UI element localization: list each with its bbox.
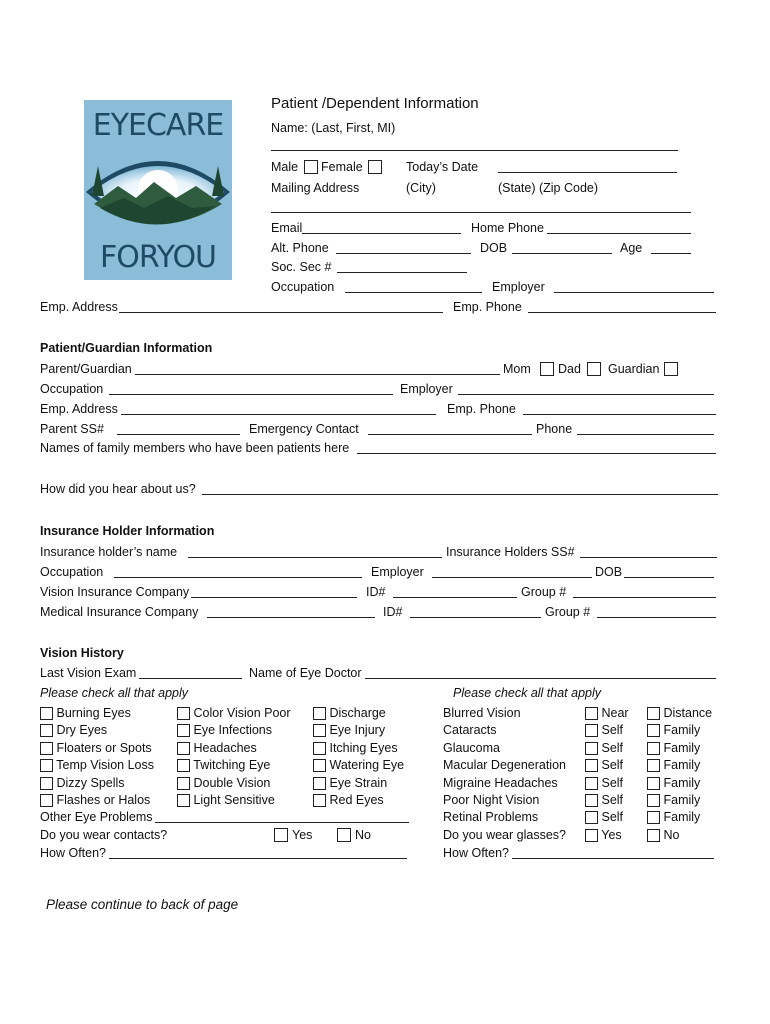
city-label: (City) xyxy=(406,181,436,195)
vision-section-title: Vision History xyxy=(40,646,124,660)
vision-group-field[interactable] xyxy=(573,597,716,598)
condition-self: Self xyxy=(585,792,623,808)
parent-guardian-field[interactable] xyxy=(135,374,500,375)
holder-name-label: Insurance holder’s name xyxy=(40,545,178,559)
email-label: Email xyxy=(271,221,303,235)
condition-self-checkbox[interactable] xyxy=(585,724,598,737)
insurance-occupation-field[interactable] xyxy=(114,577,362,578)
symptom-checkbox[interactable] xyxy=(313,707,326,720)
emergency-contact-label: Emergency Contact xyxy=(249,422,359,436)
dad-checkbox[interactable] xyxy=(587,362,601,376)
other-problems-field[interactable] xyxy=(155,822,409,823)
symptom-checkbox[interactable] xyxy=(177,794,190,807)
dob-label: DOB xyxy=(480,241,508,255)
symptom-item: Burning Eyes xyxy=(40,705,131,721)
email-field[interactable] xyxy=(302,233,461,234)
condition-family-checkbox[interactable] xyxy=(647,724,660,737)
glasses-no-checkbox[interactable] xyxy=(647,829,660,842)
symptom-checkbox[interactable] xyxy=(40,759,53,772)
eye-care-logo xyxy=(84,100,232,280)
condition-self: Near xyxy=(585,705,629,721)
how-often-glasses-label: How Often? xyxy=(443,846,510,860)
name-field[interactable] xyxy=(271,150,678,151)
condition-label: Retinal Problems xyxy=(443,810,539,824)
contacts-yes-label: Yes xyxy=(292,828,313,842)
how-hear-label: How did you hear about us? xyxy=(40,482,196,496)
condition-label: Blurred Vision xyxy=(443,706,521,720)
condition-family: Distance xyxy=(647,705,712,721)
guardian-label: Guardian xyxy=(608,362,660,376)
emp-phone-label: Emp. Phone xyxy=(453,300,522,314)
vision-group-label: Group # xyxy=(521,585,567,599)
logo-bottom-text: FORYOU xyxy=(99,240,217,275)
check-all-right: Please check all that apply xyxy=(453,686,602,700)
symptom-item: Double Vision xyxy=(177,775,270,791)
age-label: Age xyxy=(620,241,643,255)
symptom-item: Temp Vision Loss xyxy=(40,757,154,773)
emergency-contact-field[interactable] xyxy=(368,434,532,435)
male-label: Male xyxy=(271,160,299,174)
contacts-yes-checkbox[interactable] xyxy=(274,828,288,842)
guardian-occupation-label: Occupation xyxy=(40,382,104,396)
condition-family-checkbox[interactable] xyxy=(647,777,660,790)
male-checkbox[interactable] xyxy=(304,160,318,174)
vision-company-field[interactable] xyxy=(191,597,357,598)
mom-checkbox[interactable] xyxy=(540,362,554,376)
todays-date-label: Today’s Date xyxy=(406,160,479,174)
condition-family: Family xyxy=(647,775,700,791)
medical-id-field[interactable] xyxy=(410,617,541,618)
condition-self-checkbox[interactable] xyxy=(585,759,598,772)
soc-sec-field[interactable] xyxy=(337,272,467,273)
symptom-checkbox[interactable] xyxy=(313,724,326,737)
age-field[interactable] xyxy=(651,253,691,254)
condition-label: Poor Night Vision xyxy=(443,793,540,807)
insurance-employer-field[interactable] xyxy=(432,577,592,578)
condition-label: Migraine Headaches xyxy=(443,776,558,790)
eye-landscape-icon xyxy=(84,146,232,238)
condition-self: Self xyxy=(585,740,623,756)
guardian-employer-field[interactable] xyxy=(458,394,714,395)
medical-id-label: ID# xyxy=(383,605,403,619)
symptom-item: Red Eyes xyxy=(313,792,384,808)
last-exam-label: Last Vision Exam xyxy=(40,666,137,680)
mailing-address-label: Mailing Address xyxy=(271,181,360,195)
family-members-field[interactable] xyxy=(357,453,716,454)
guardian-emp-address-field[interactable] xyxy=(121,414,436,415)
medical-group-label: Group # xyxy=(545,605,591,619)
symptom-item: Itching Eyes xyxy=(313,740,398,756)
alt-phone-field[interactable] xyxy=(336,253,471,254)
symptom-checkbox[interactable] xyxy=(40,707,53,720)
home-phone-label: Home Phone xyxy=(471,221,544,235)
guardian-emp-phone-field[interactable] xyxy=(523,414,716,415)
symptom-checkbox[interactable] xyxy=(40,777,53,790)
condition-family-checkbox[interactable] xyxy=(647,794,660,807)
insurance-dob-label: DOB xyxy=(595,565,623,579)
symptom-checkbox[interactable] xyxy=(40,742,53,755)
home-phone-field[interactable] xyxy=(547,233,691,234)
patient-section-title: Patient /Dependent Information xyxy=(271,95,479,112)
symptom-item: Eye Strain xyxy=(313,775,387,791)
symptom-checkbox[interactable] xyxy=(313,742,326,755)
vision-id-field[interactable] xyxy=(393,597,517,598)
condition-label: Macular Degeneration xyxy=(443,758,566,772)
symptom-checkbox[interactable] xyxy=(177,759,190,772)
symptom-checkbox[interactable] xyxy=(313,759,326,772)
holder-name-field[interactable] xyxy=(188,557,442,558)
insurance-employer-label: Employer xyxy=(371,565,424,579)
condition-family-checkbox[interactable] xyxy=(647,742,660,755)
how-hear-field[interactable] xyxy=(202,494,718,495)
parent-guardian-label: Parent/Guardian xyxy=(40,362,132,376)
guardian-phone-field[interactable] xyxy=(577,434,714,435)
medical-group-field[interactable] xyxy=(597,617,716,618)
symptom-item: Headaches xyxy=(177,740,257,756)
condition-family-checkbox[interactable] xyxy=(647,811,660,824)
condition-self: Self xyxy=(585,809,623,825)
symptom-checkbox[interactable] xyxy=(40,724,53,737)
how-often-contacts-label: How Often? xyxy=(40,846,107,860)
eye-doctor-label: Name of Eye Doctor xyxy=(249,666,362,680)
condition-family: Family xyxy=(647,722,700,738)
symptom-item: Light Sensitive xyxy=(177,792,275,808)
symptom-item: Twitching Eye xyxy=(177,757,270,773)
symptom-checkbox[interactable] xyxy=(40,794,53,807)
insurance-dob-field[interactable] xyxy=(624,577,714,578)
employer-field[interactable] xyxy=(554,292,714,293)
condition-self-checkbox[interactable] xyxy=(585,794,598,807)
symptom-checkbox[interactable] xyxy=(313,794,326,807)
employer-label: Employer xyxy=(492,280,545,294)
symptom-checkbox[interactable] xyxy=(177,707,190,720)
symptom-item: Floaters or Spots xyxy=(40,740,152,756)
how-often-glasses-field[interactable] xyxy=(512,858,714,859)
glasses-question: Do you wear glasses? xyxy=(443,828,566,842)
mailing-address-field[interactable] xyxy=(271,212,691,213)
condition-self: Self xyxy=(585,775,623,791)
medical-company-label: Medical Insurance Company xyxy=(40,605,199,619)
symptom-item: Eye Infections xyxy=(177,722,272,738)
guardian-occupation-field[interactable] xyxy=(109,394,393,395)
symptom-item: Color Vision Poor xyxy=(177,705,291,721)
female-label: Female xyxy=(321,160,363,174)
symptom-checkbox[interactable] xyxy=(177,724,190,737)
symptom-item: Flashes or Halos xyxy=(40,792,150,808)
condition-family: Family xyxy=(647,740,700,756)
condition-family: Family xyxy=(647,809,700,825)
family-members-label: Names of family members who have been patients here xyxy=(40,441,350,455)
glasses-yes-checkbox[interactable] xyxy=(585,829,598,842)
parent-ss-label: Parent SS# xyxy=(40,422,104,436)
holder-ss-field[interactable] xyxy=(580,557,717,558)
condition-self: Self xyxy=(585,722,623,738)
vision-company-label: Vision Insurance Company xyxy=(40,585,190,599)
condition-family-checkbox[interactable] xyxy=(647,707,660,720)
guardian-emp-phone-label: Emp. Phone xyxy=(447,402,516,416)
contacts-no-checkbox[interactable] xyxy=(337,828,351,842)
condition-self: Self xyxy=(585,757,623,773)
condition-family-checkbox[interactable] xyxy=(647,759,660,772)
alt-phone-label: Alt. Phone xyxy=(271,241,329,255)
check-all-left: Please check all that apply xyxy=(40,686,189,700)
todays-date-field[interactable] xyxy=(498,172,677,173)
condition-family: Family xyxy=(647,792,700,808)
symptom-item: Discharge xyxy=(313,705,386,721)
symptom-checkbox[interactable] xyxy=(177,777,190,790)
female-checkbox[interactable] xyxy=(368,160,382,174)
occupation-field[interactable] xyxy=(345,292,482,293)
name-label: Name: (Last, First, MI) xyxy=(271,121,396,135)
guardian-phone-label: Phone xyxy=(536,422,573,436)
logo-top-text: EYECARE xyxy=(92,108,224,143)
symptom-item: Watering Eye xyxy=(313,757,404,773)
condition-self-checkbox[interactable] xyxy=(585,707,598,720)
glasses-yes: Yes xyxy=(585,827,622,843)
guardian-employer-label: Employer xyxy=(400,382,453,396)
insurance-section-title: Insurance Holder Information xyxy=(40,524,215,538)
guardian-emp-address-label: Emp. Address xyxy=(40,402,118,416)
condition-family: Family xyxy=(647,757,700,773)
holder-ss-label: Insurance Holders SS# xyxy=(446,545,575,559)
emp-address-field[interactable] xyxy=(119,312,443,313)
dad-label: Dad xyxy=(558,362,581,376)
emp-address-label: Emp. Address xyxy=(40,300,118,314)
insurance-occupation-label: Occupation xyxy=(40,565,104,579)
symptom-item: Dizzy Spells xyxy=(40,775,125,791)
condition-self-checkbox[interactable] xyxy=(585,811,598,824)
continue-note: Please continue to back of page xyxy=(46,897,239,912)
parent-ss-field[interactable] xyxy=(117,434,240,435)
state-zip-label: (State) (Zip Code) xyxy=(498,181,599,195)
contacts-no-label: No xyxy=(355,828,371,842)
occupation-label: Occupation xyxy=(271,280,335,294)
emp-phone-field[interactable] xyxy=(528,312,716,313)
symptom-checkbox[interactable] xyxy=(177,742,190,755)
condition-label: Cataracts xyxy=(443,723,497,737)
soc-sec-label: Soc. Sec # xyxy=(271,260,332,274)
condition-self-checkbox[interactable] xyxy=(585,777,598,790)
symptom-item: Eye Injury xyxy=(313,722,385,738)
medical-company-field[interactable] xyxy=(207,617,375,618)
last-exam-field[interactable] xyxy=(139,678,242,679)
how-often-contacts-field[interactable] xyxy=(109,858,407,859)
guardian-section-title: Patient/Guardian Information xyxy=(40,341,213,355)
condition-label: Glaucoma xyxy=(443,741,500,755)
other-problems-label: Other Eye Problems xyxy=(40,810,153,824)
vision-id-label: ID# xyxy=(366,585,386,599)
guardian-checkbox[interactable] xyxy=(664,362,678,376)
dob-field[interactable] xyxy=(512,253,612,254)
glasses-no: No xyxy=(647,827,679,843)
contacts-question: Do you wear contacts? xyxy=(40,828,168,842)
condition-self-checkbox[interactable] xyxy=(585,742,598,755)
mom-label: Mom xyxy=(503,362,531,376)
symptom-checkbox[interactable] xyxy=(313,777,326,790)
symptom-item: Dry Eyes xyxy=(40,722,107,738)
eye-doctor-field[interactable] xyxy=(365,678,716,679)
